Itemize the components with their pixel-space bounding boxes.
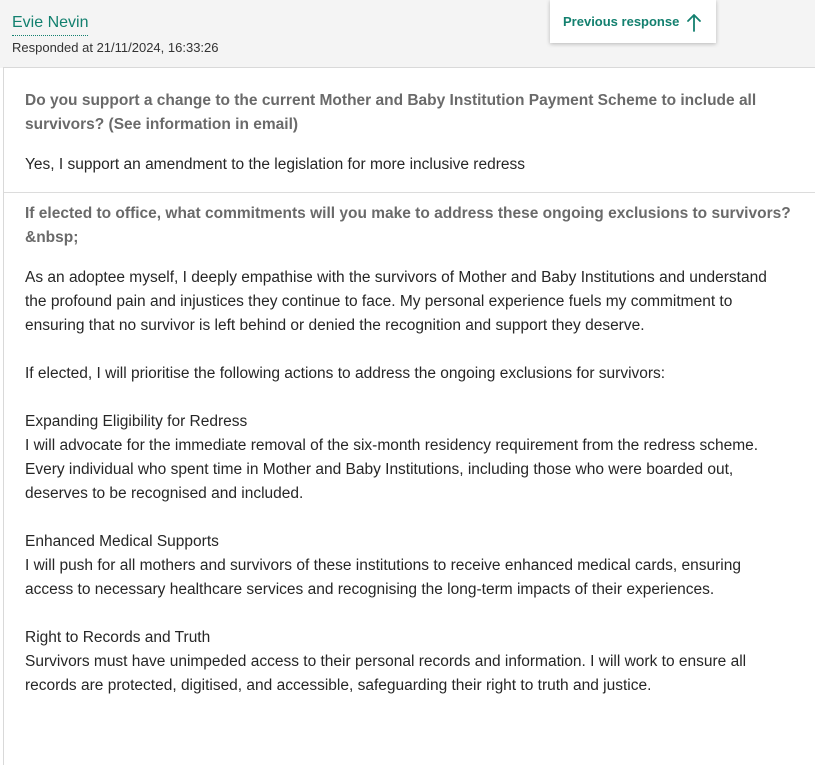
- responder-name-link[interactable]: Evie Nevin: [12, 13, 88, 36]
- question-text: If elected to office, what commitments will you make to address these ongoing exclusions to survivors?&nbsp;: [25, 205, 791, 246]
- answer-paragraph: As an adoptee myself, I deeply empathise with the survivors of Mother and Baby Institutions and understand the profound pain and injustices they continue to face. My personal experience fuels my commitment to ensuring that no survivor is left behind or denied the recognition and support they deserve.: [25, 269, 767, 334]
- previous-response-button[interactable]: [550, 0, 716, 43]
- answer-paragraph: I will advocate for the immediate removal of the six-month residency requirement from the redress scheme. Every individual who spent time in Mother and Baby Institutions, including those who were boarded out, deserves to be recognised and included.: [25, 437, 759, 502]
- arrow-up-icon: [686, 12, 702, 32]
- answer-section-heading: Enhanced Medical Supports: [25, 533, 219, 550]
- answer-paragraph: Survivors must have unimpeded access to their personal records and information. I will work to ensure all records are protected, digitised, and accessible, safeguarding their right to truth and justice.: [25, 653, 747, 694]
- response-header: [0, 0, 815, 68]
- response-content: [3, 67, 815, 765]
- answer-section-heading: Right to Records and Truth: [25, 629, 211, 646]
- answer-paragraph: I will push for all mothers and survivors of these institutions to receive enhanced medical cards, ensuring access to necessary healthcare services and recognising the long-term impacts of their experiences.: [25, 557, 741, 598]
- answer-text: Yes, I support an amendment to the legislation for more inclusive redress: [25, 156, 525, 173]
- answer-paragraph: If elected, I will prioritise the following actions to address the ongoing exclusions for survivors:: [25, 365, 666, 382]
- answer-text: [25, 266, 785, 722]
- qa-item: [4, 68, 815, 193]
- responded-at-timestamp: Responded at 21/11/2024, 16:33:26: [12, 40, 219, 55]
- question-text: Do you support a change to the current Mother and Baby Institution Payment Scheme to include all survivors? (See information in email): [25, 92, 757, 133]
- answer-section-heading: Expanding Eligibility for Redress: [25, 413, 248, 430]
- previous-response-label: Previous response: [563, 14, 680, 29]
